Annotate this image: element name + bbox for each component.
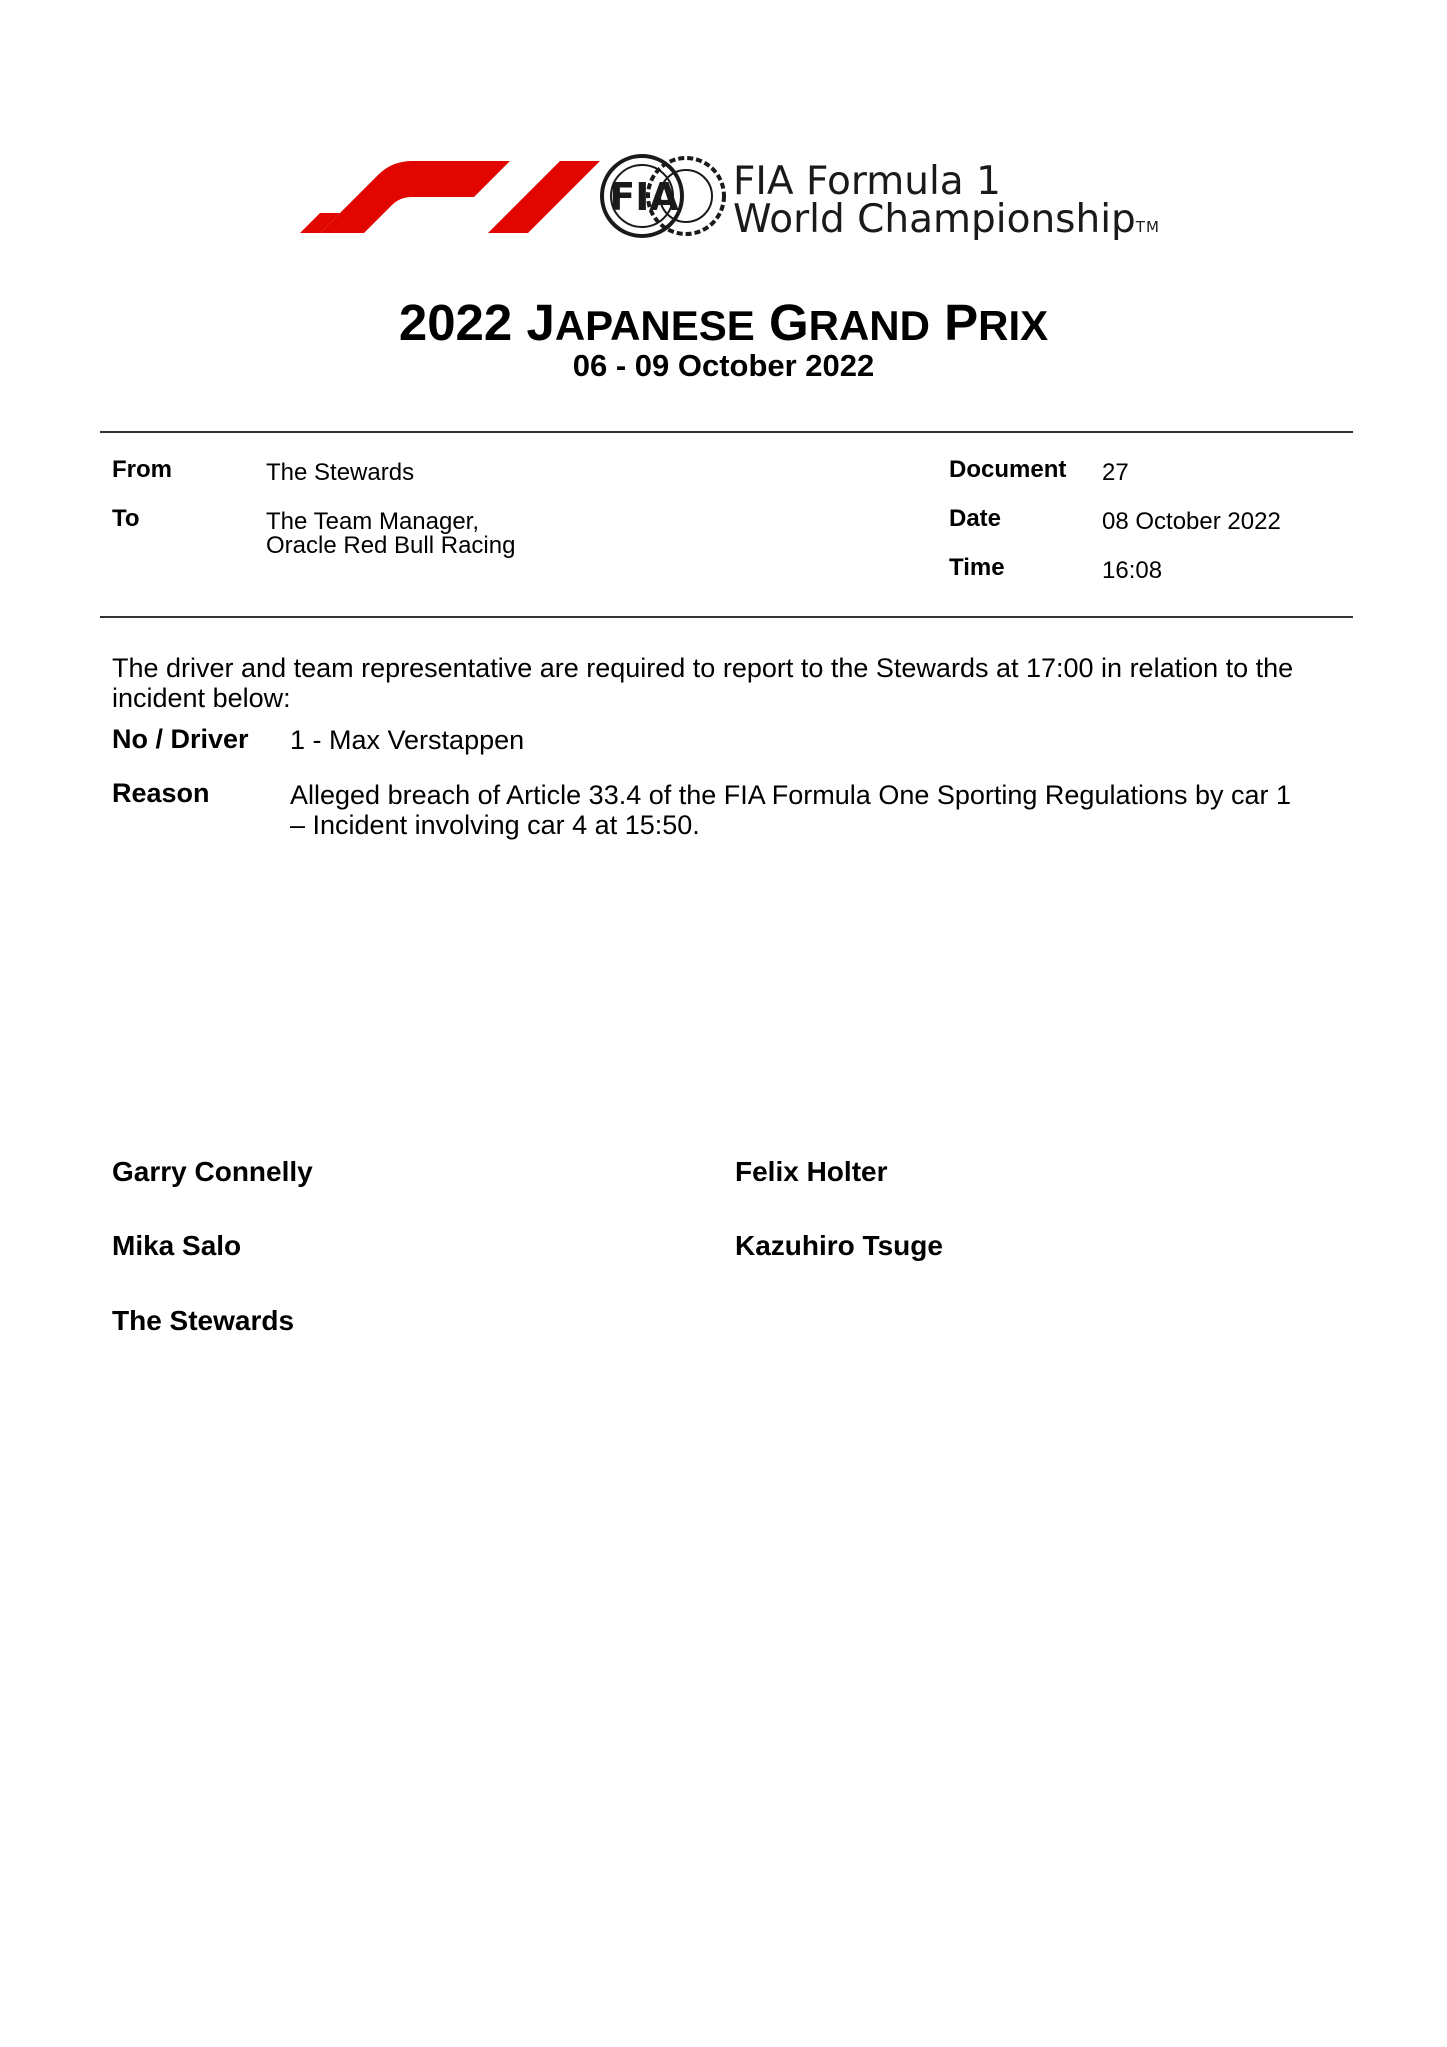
date-label: Date	[949, 505, 1002, 532]
to-value-line-2: Oracle Red Bull Racing	[266, 532, 516, 559]
steward-name: Garry Connelly	[112, 1156, 313, 1187]
f1-championship-logo	[300, 150, 1180, 250]
title-word-2: GRAND	[768, 294, 930, 351]
f1-logo-icon	[300, 155, 610, 235]
event-dates: 06 - 09 October 2022	[572, 348, 875, 383]
steward-name: Mika Salo	[112, 1230, 242, 1261]
brand-line-1: FIA Formula 1	[733, 159, 1001, 204]
to-value-line-1: The Team Manager,	[266, 508, 480, 535]
steward-name: Felix Holter	[735, 1156, 888, 1187]
title-word-1: JAPANESE	[526, 294, 755, 351]
reason-line-2: – Incident involving car 4 at 15:50.	[290, 810, 700, 840]
steward-name: Kazuhiro Tsuge	[735, 1230, 943, 1261]
time-label: Time	[949, 554, 1005, 581]
date-value: 08 October 2022	[1102, 508, 1281, 535]
driver-label: No / Driver	[112, 724, 249, 754]
intro-line-1: The driver and team representative are required to report to the Stewards at 17:00 in relation to the	[112, 653, 1294, 683]
stewards-sign-off: The Stewards	[112, 1305, 295, 1336]
from-label: From	[112, 456, 172, 483]
document-value: 27	[1102, 459, 1129, 486]
driver-value: 1 - Max Verstappen	[290, 725, 525, 755]
title-year: 2022	[398, 294, 513, 351]
time-value: 16:08	[1102, 557, 1163, 584]
brand-line-2-text: World Championship	[733, 197, 1136, 242]
fia-emblem-text: FIA	[609, 175, 679, 219]
header-divider-bottom	[100, 616, 1353, 618]
reason-label: Reason	[112, 778, 210, 808]
title-word-3: PRIX	[944, 294, 1049, 351]
document-label: Document	[949, 456, 1067, 483]
header-divider-top	[100, 431, 1353, 433]
from-value: The Stewards	[266, 459, 415, 486]
reason-line-1: Alleged breach of Article 33.4 of the FIA Formula One Sporting Regulations by car 1	[290, 780, 1292, 810]
brand-line-2	[733, 197, 1160, 247]
to-label: To	[112, 505, 140, 532]
trademark-mark: TM	[1135, 218, 1160, 236]
fia-emblem-icon	[598, 152, 728, 242]
intro-line-2: incident below:	[112, 683, 291, 713]
page-title	[0, 293, 1447, 356]
